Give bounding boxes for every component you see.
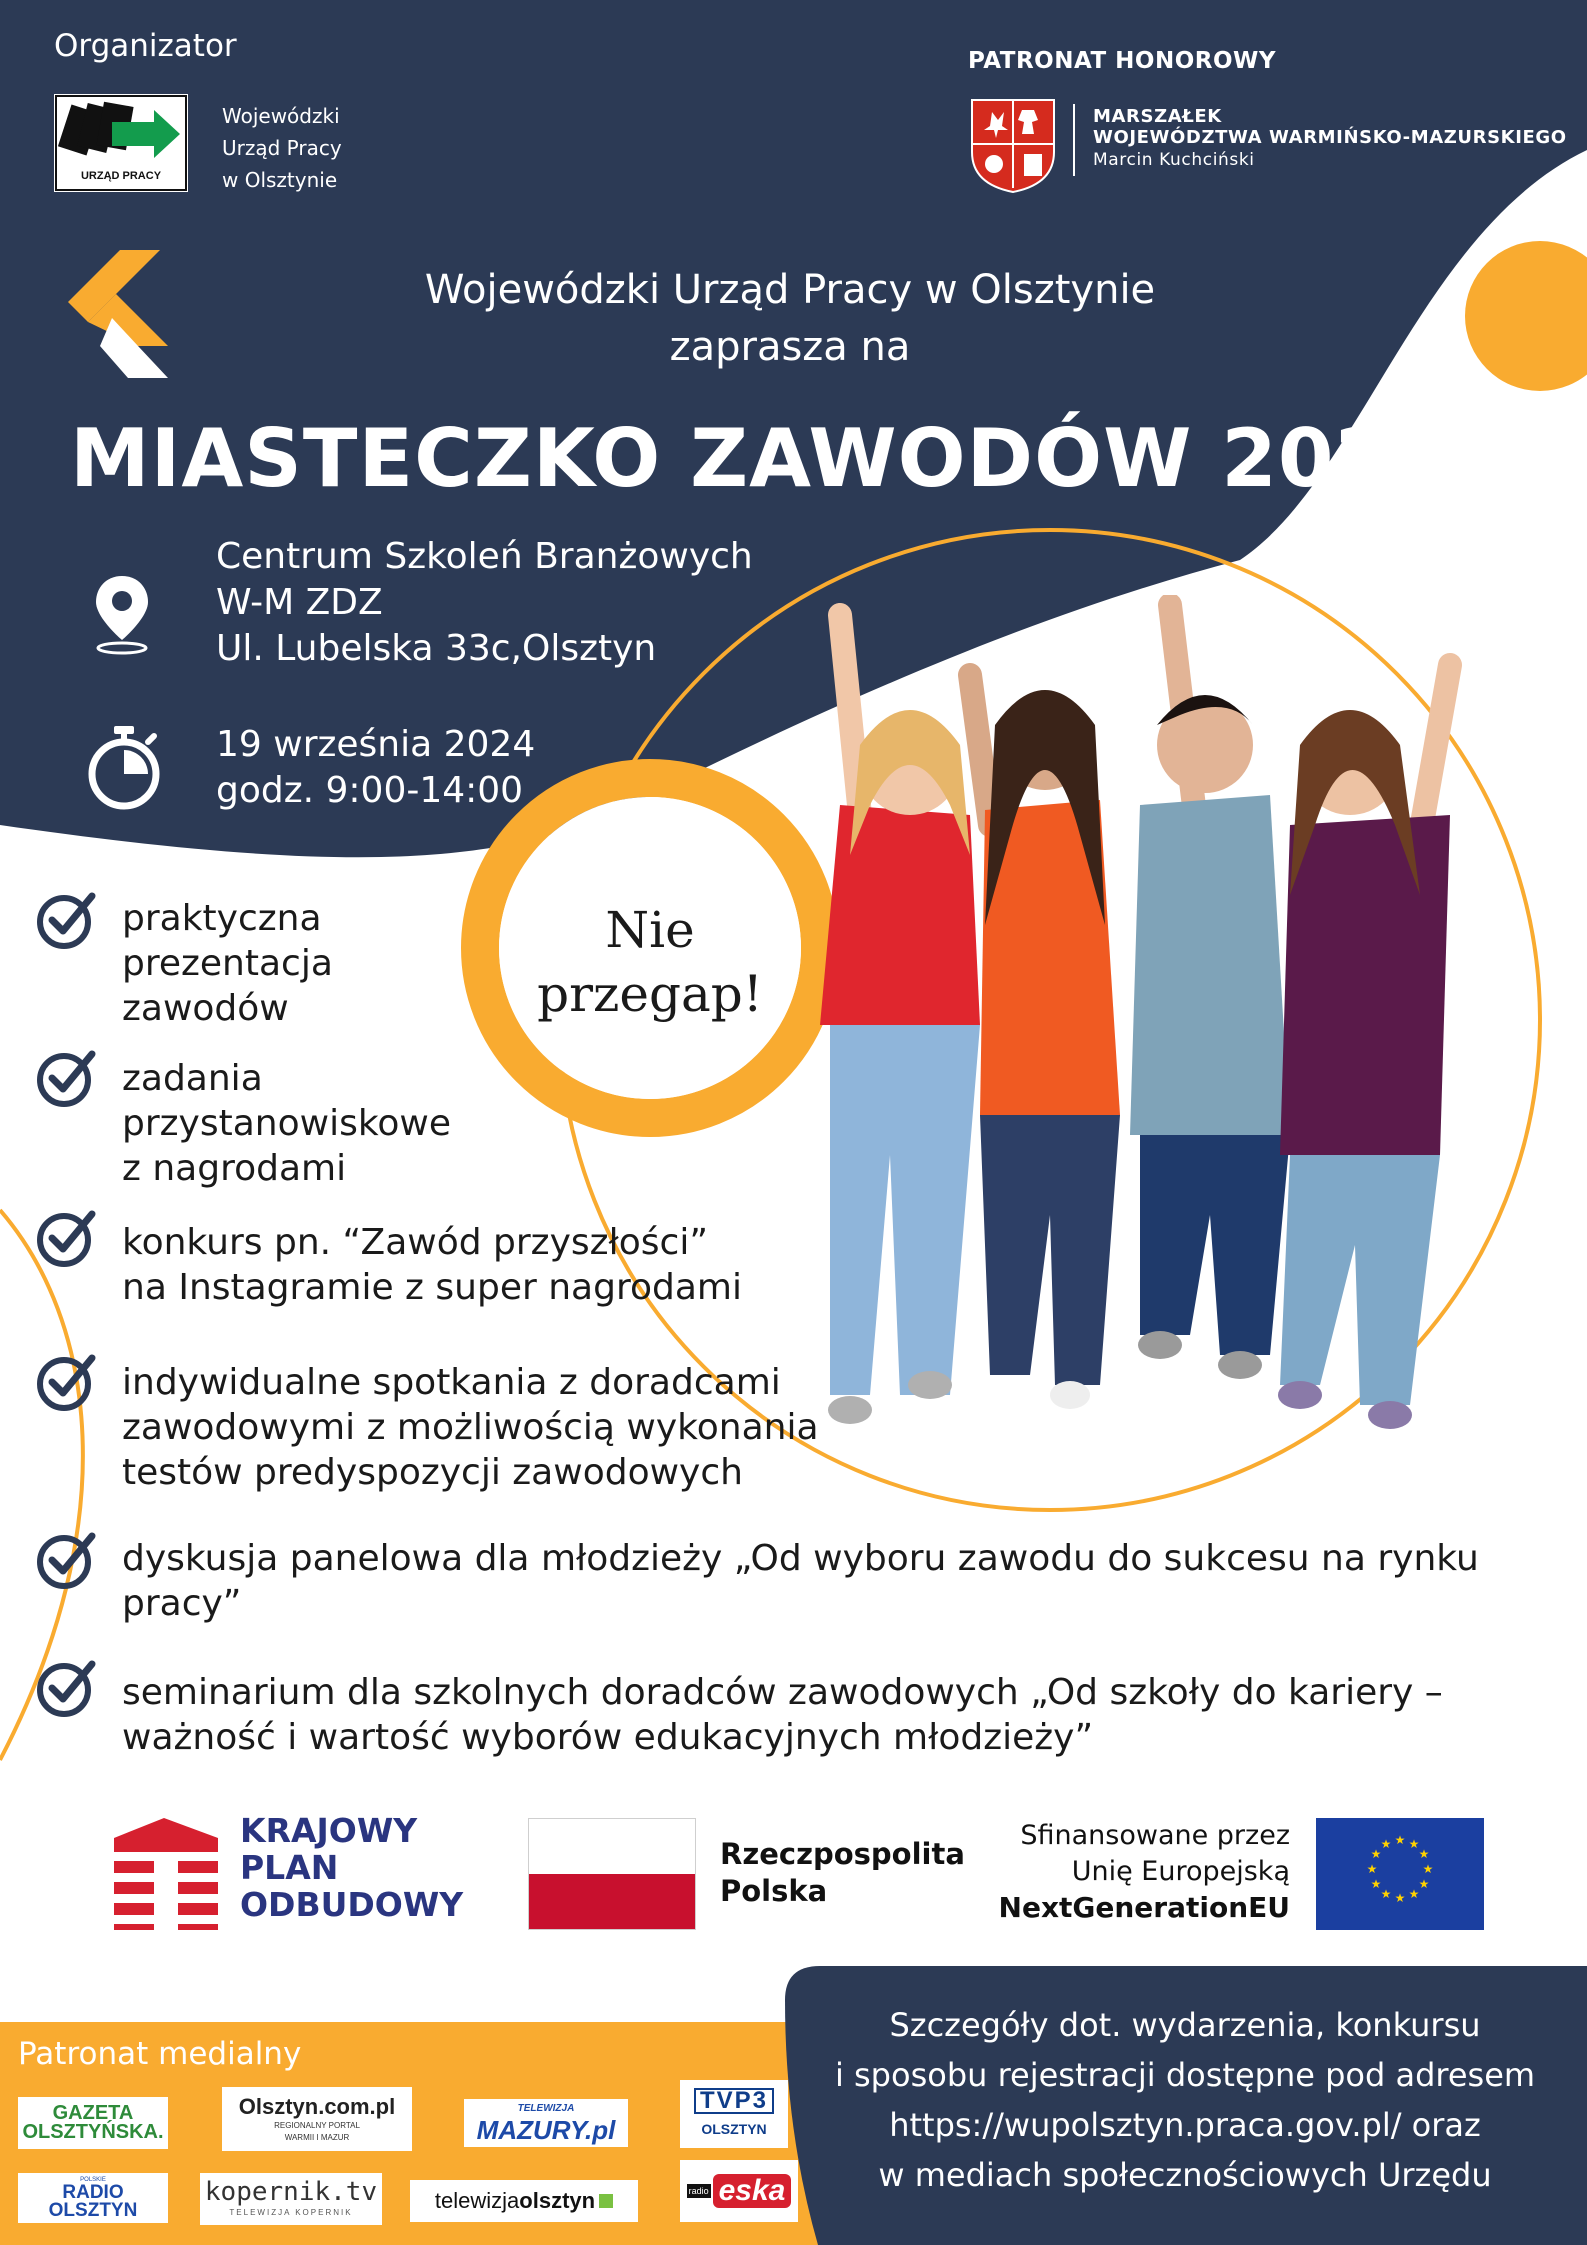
kpo-logo-icon bbox=[114, 1818, 218, 1930]
rp-logo-text: Rzeczpospolita Polska bbox=[720, 1837, 965, 1908]
intro-line: Wojewódzki Urząd Pracy w Olsztynie bbox=[424, 267, 1156, 313]
event-datetime bbox=[216, 722, 535, 814]
svg-text:★: ★ bbox=[1408, 1887, 1420, 1901]
gazeta-olsztynska-logo: GAZETA OLSZTYŃSKA. bbox=[18, 2097, 168, 2149]
radio-olsztyn-logo: POLSKIE RADIO OLSZTYN bbox=[18, 2173, 168, 2223]
callout-line: przegap! bbox=[537, 965, 763, 1023]
intro-line: zaprasza na bbox=[669, 324, 911, 370]
address-line: W-M ZDZ bbox=[216, 582, 383, 623]
eu-flag-icon bbox=[1316, 1818, 1484, 1930]
marshal-title: MARSZAŁEK bbox=[1093, 106, 1222, 127]
callout-line: Nie bbox=[605, 901, 695, 959]
check-icon bbox=[36, 888, 98, 950]
svg-text:★: ★ bbox=[1422, 1862, 1434, 1876]
svg-text:★: ★ bbox=[1418, 1877, 1430, 1891]
intro-text bbox=[380, 262, 1200, 376]
tvp3-olsztyn-logo: TVP3 OLSZTYN bbox=[680, 2080, 788, 2148]
student-1 bbox=[820, 615, 980, 1424]
event-hours: godz. 9:00-14:00 bbox=[216, 770, 524, 811]
organizer-name-line: Urząd Pracy bbox=[222, 136, 342, 160]
olsztyn-com-pl-logo: Olsztyn.com.pl REGIONALNY PORTAL WARMII I MAZUR bbox=[222, 2087, 412, 2151]
student-4 bbox=[1278, 665, 1450, 1429]
media-patronage-label: Patronat medialny bbox=[18, 2036, 302, 2072]
check-icon bbox=[36, 1528, 98, 1590]
kpo-logo-text: KRAJOWY PLAN ODBUDOWY bbox=[240, 1811, 464, 1924]
telewizja-olsztyn-logo: telewizja olsztyn bbox=[410, 2180, 638, 2222]
svg-text:★: ★ bbox=[1370, 1847, 1382, 1861]
event-address bbox=[216, 534, 753, 672]
eu-funding-text: Sfinansowane przez Unię Europejską NextGenerationEU bbox=[998, 1820, 1290, 1924]
coat-of-arms-icon bbox=[970, 98, 1056, 194]
orange-accent-circle bbox=[1465, 241, 1587, 391]
wup-logo bbox=[54, 94, 188, 192]
event-logo-icon bbox=[58, 248, 170, 383]
marshal-divider bbox=[1073, 104, 1075, 176]
details-url-line[interactable]: https://wupolsztyn.praca.gov.pl/ oraz bbox=[889, 2106, 1481, 2144]
details-line: w mediach społecznościowych Urzędu bbox=[878, 2156, 1492, 2194]
svg-text:★: ★ bbox=[1370, 1877, 1382, 1891]
svg-text:URZĄD PRACY: URZĄD PRACY bbox=[80, 170, 162, 182]
address-line: Ul. Lubelska 33c,Olsztyn bbox=[216, 628, 657, 669]
organizer-name bbox=[222, 100, 342, 196]
event-title: MIASTECZKO ZAWODÓW 2024 bbox=[70, 412, 1448, 505]
organizer-name-line: Wojewódzki bbox=[222, 104, 340, 128]
check-icon bbox=[36, 1656, 98, 1718]
patronage-label: PATRONAT HONOROWY bbox=[968, 48, 1277, 74]
telewizja-mazury-logo: TELEWIZJA MAZURY.pl bbox=[464, 2099, 628, 2147]
svg-text:★: ★ bbox=[1380, 1837, 1392, 1851]
dont-miss-callout bbox=[500, 898, 800, 1026]
cheering-students-photo bbox=[800, 595, 1520, 1455]
feature-item: konkurs pn. “Zawód przyszłości” na Instagramie z super nagrodami bbox=[122, 1222, 742, 1308]
tvolsztyn-square-icon bbox=[599, 2194, 613, 2208]
svg-text:★: ★ bbox=[1394, 1833, 1406, 1847]
event-date: 19 września 2024 bbox=[216, 724, 536, 765]
svg-text:★: ★ bbox=[1418, 1847, 1430, 1861]
radio-eska-logo: radio eska bbox=[680, 2160, 798, 2222]
check-icon bbox=[36, 1206, 98, 1268]
marshal-person: Marcin Kuchciński bbox=[1093, 150, 1255, 170]
kopernik-tv-logo: kopernik.tv TELEWIZJA KOPERNIK bbox=[200, 2173, 382, 2225]
marshal-region: WOJEWÓDZTWA WARMIŃSKO-MAZURSKIEGO bbox=[1093, 127, 1567, 148]
marshal-block bbox=[1093, 106, 1567, 170]
feature-item: zadania przystanowiskowe z nagrodami bbox=[122, 1058, 452, 1189]
student-3 bbox=[1130, 605, 1290, 1379]
location-pin-icon bbox=[90, 572, 154, 656]
svg-text:★: ★ bbox=[1394, 1891, 1406, 1905]
feature-item: dyskusja panelowa dla młodzieży „Od wyboru zawodu do sukcesu na rynku pracy” bbox=[122, 1538, 1479, 1624]
svg-text:★: ★ bbox=[1380, 1887, 1392, 1901]
feature-item: seminarium dla szkolnych doradców zawodowych „Od szkoły do kariery – ważność i wartość wyborów edukacyjnych młodzieży” bbox=[122, 1672, 1443, 1758]
event-details-info bbox=[790, 2000, 1580, 2200]
details-line: Szczegóły dot. wydarzenia, konkursu bbox=[889, 2006, 1481, 2044]
student-2 bbox=[970, 675, 1120, 1409]
feature-item: praktyczna prezentacja zawodów bbox=[122, 898, 333, 1029]
address-line: Centrum Szkoleń Branżowych bbox=[216, 536, 753, 577]
check-icon bbox=[36, 1046, 98, 1108]
organizer-name-line: w Olsztynie bbox=[222, 168, 338, 192]
details-line: i sposobu rejestracji dostępne pod adresem bbox=[834, 2056, 1536, 2094]
stopwatch-icon bbox=[86, 724, 162, 810]
check-icon bbox=[36, 1350, 98, 1412]
svg-text:★: ★ bbox=[1366, 1862, 1378, 1876]
svg-text:★: ★ bbox=[1408, 1837, 1420, 1851]
feature-item: indywidualne spotkania z doradcami zawodowymi z możliwością wykonania testów predyspozycji zawodowych bbox=[122, 1362, 819, 1493]
organizer-label: Organizator bbox=[54, 28, 237, 64]
polish-flag-icon bbox=[528, 1818, 696, 1930]
